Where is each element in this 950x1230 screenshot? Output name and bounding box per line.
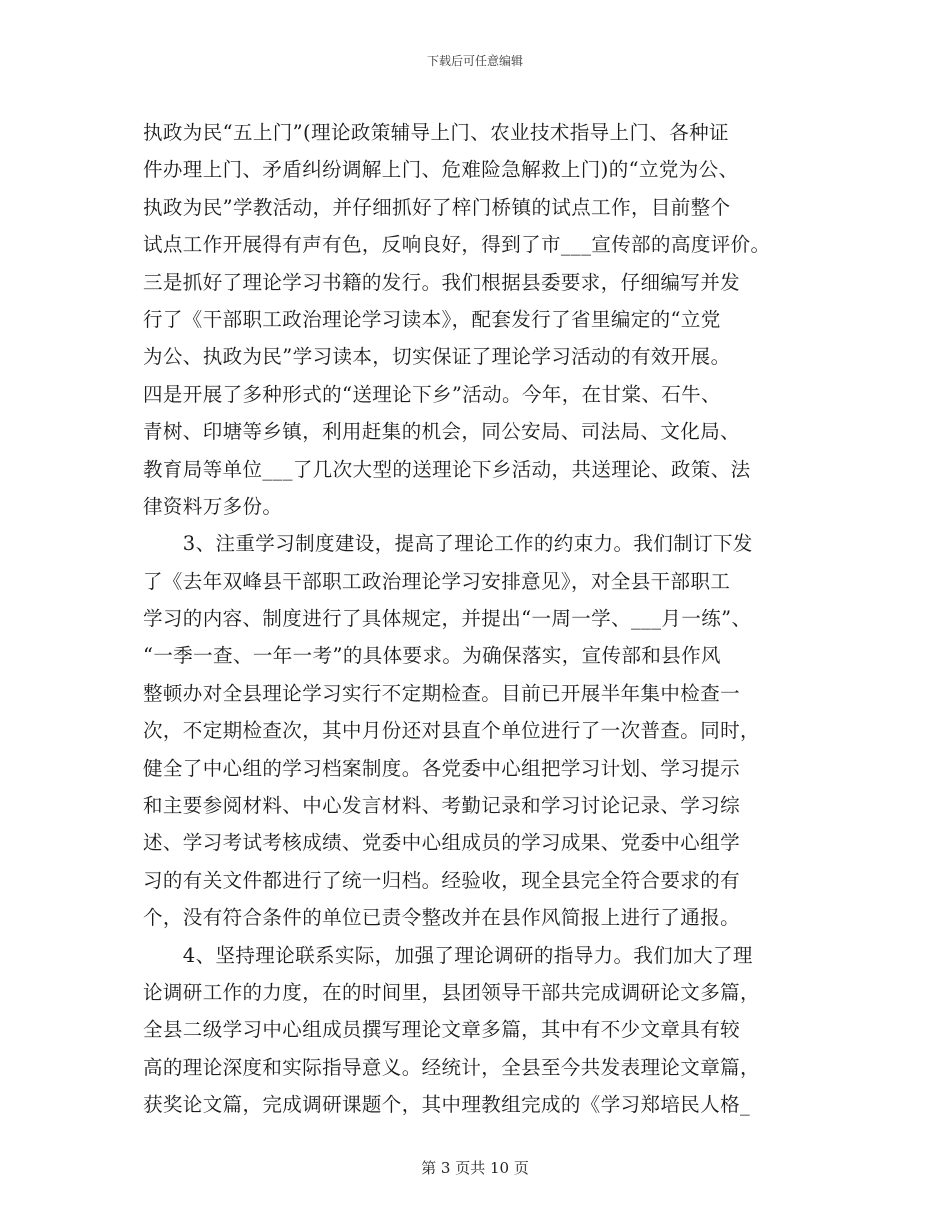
text-line: 了《去年双峰县干部职工政治理论学习安排意见》，对全县干部职工 [143,569,731,593]
text-line: “一季一查、一年一考”的具体要求。为确保落实，宣传部和县作风 [143,644,721,668]
text-line: 习的有关文件都进行了统一归档。经验收，现全县完全符合要求的有 [143,868,741,892]
text-line: 全县二级学习中心组成员撰写理论文章多篇，其中有不少文章具有较 [143,1018,741,1042]
text-line: 学习的内容、制度进行了具体规定，并提出“一周一学、___月一练”、 [143,607,752,631]
text-line: 为公、执政为民”学习读本，切实保证了理论学习活动的有效开展。 [143,345,731,369]
text-line: 健全了中心组的学习档案制度。各党委中心组把学习计划、学习提示 [143,756,741,780]
text-line: 论调研工作的力度，在的时间里，县团领导干部共完成调研论文多篇， [143,980,760,1004]
text-line: 律资料万多份。 [143,494,283,518]
text-line: 和主要参阅材料、中心发言材料、考勤记录和学习讨论记录、学习综 [143,794,741,818]
text-line: 青树、印塘等乡镇，利用赶集的机会，同公安局、司法局、文化局、 [143,420,741,444]
text-line: 试点工作开展得有声有色，反响良好，得到了市___宣传部的高度评价。 [143,233,771,257]
text-line: 获奖论文篇，完成调研课题个，其中理教组完成的《学习郑培民人格_ [143,1093,751,1117]
text-line: 整顿办对全县理论学习实行不定期检查。目前已开展半年集中检查一 [143,681,741,705]
page-footer: 第 3 页共 10 页 [421,1159,529,1177]
text-line: 述、学习考试考核成绩、党委中心组成员的学习成果、党委中心组学 [143,831,741,855]
text-line: 个，没有符合条件的单位已责令整改并在县作风简报上进行了通报。 [143,906,741,930]
text-line: 件办理上门、矛盾纠纷调解上门、危难险急解救上门)的“立党为公、 [143,158,739,182]
text-line: 4、坚持理论联系实际，加强了理论调研的指导力。我们加大了理 [143,943,753,967]
text-line: 四是开展了多种形式的“送理论下乡”活动。今年，在甘棠、石牛、 [143,382,721,406]
text-line: 高的理论深度和实际指导意义。经统计，全县至今共发表理论文章篇， [143,1055,760,1079]
text-line: 次，不定期检查次，其中月份还对县直个单位进行了一次普查。同时， [143,719,760,743]
document-body [143,114,813,1124]
text-line: 3、注重学习制度建设，提高了理论工作的约束力。我们制订下发 [143,532,753,556]
text-line: 教育局等单位___了几次大型的送理论下乡活动，共送理论、政策、法 [143,457,751,481]
page-header: 下载后可任意编辑 [426,54,523,68]
text-line: 行了《干部职工政治理论学习读本》，配套发行了省里编定的“立党 [143,307,721,331]
text-line: 执政为民“五上门”(理论政策辅导上门、农业技术指导上门、各种证 [143,121,729,144]
text-line: 三是抓好了理论学习书籍的发行。我们根据县委要求，仔细编写并发 [143,270,741,294]
text-line: 执政为民”学教活动，并仔细抓好了梓门桥镇的试点工作，目前整个 [143,195,731,219]
